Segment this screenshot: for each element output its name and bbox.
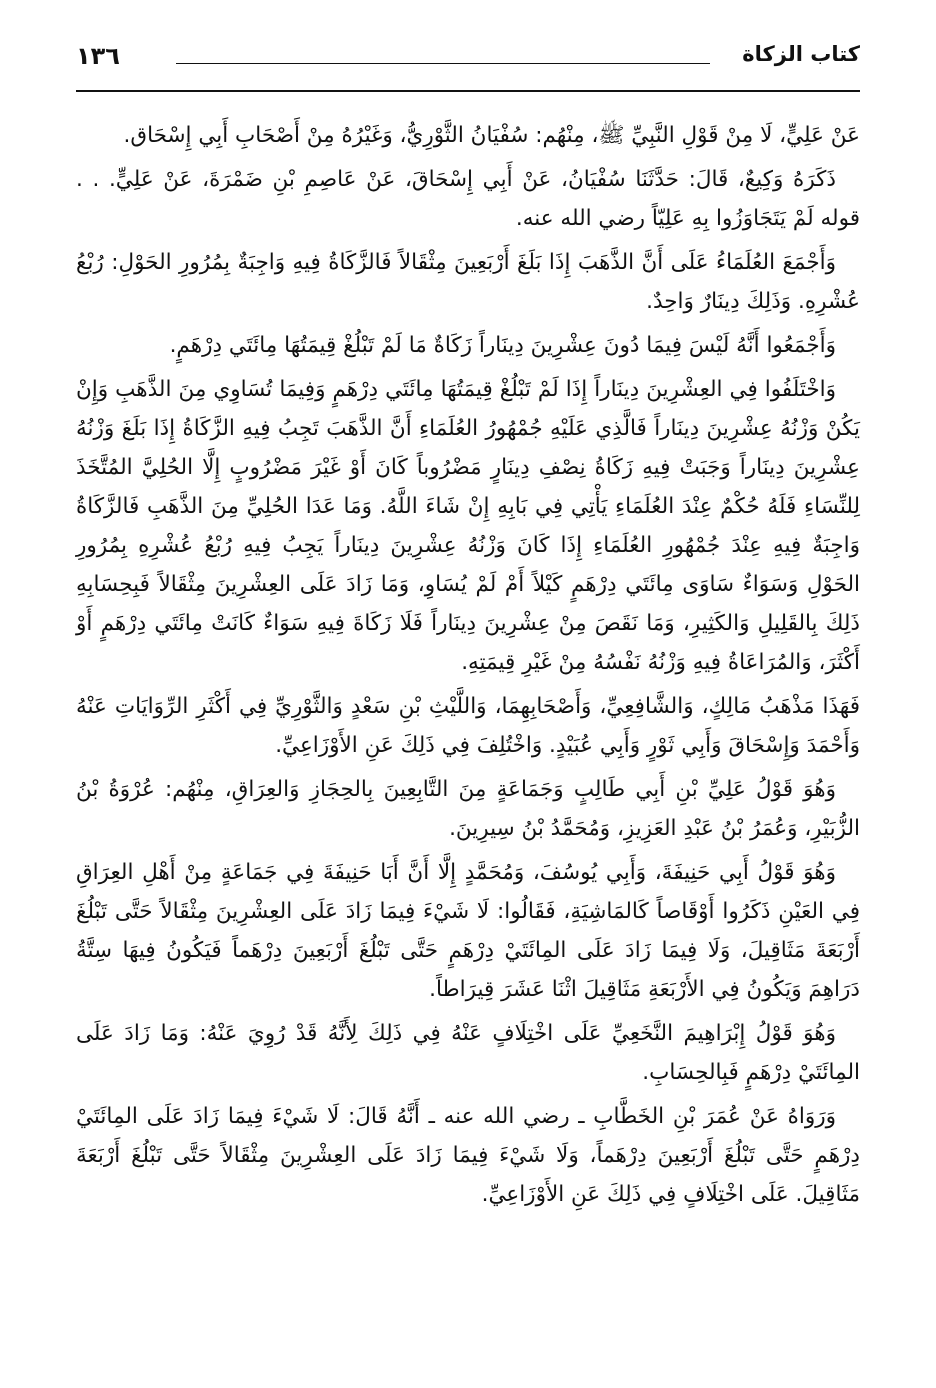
- paragraph: وَأَجْمَعُوا أَنَّهُ لَيْسَ فِيمَا دُونَ عِشْرِينَ دِينَاراً زَكَاةٌ مَا لَمْ تَبْلُغْ قِيمَتُهَا مِائَتَي دِرْهَمٍ.: [169, 333, 836, 358]
- chapter-title: كتاب الزكاة: [742, 42, 860, 66]
- header-rule-thin: [176, 63, 710, 64]
- paragraph: وَرَوَاهُ عَنْ عُمَرَ بْنِ الخَطَّابِ ـ رضي الله عنه ـ أَنَّهُ قَالَ: لَا شَيْءَ فِيمَا زَادَ عَلَى المِائَتَيْ دِرْهَمٍ حَتَّى تَبْلُغَ أَرْبَعِينَ دِرْهَماً، وَلَا شَيْءَ فِيمَا زَادَ عَلَى العِشْرِينَ مِثْقَالاً حَتَّى تَبْلُغَ أَرْبَعَةَ مَثَاقِيلَ. عَلَى اخْتِلَافٍ فِي ذَلِكَ عَنِ الأَوْزَاعِيِّ.: [76, 1104, 860, 1207]
- paragraph: وَهُوَ قَوْلُ عَلِيِّ بْنِ أَبِي طَالِبٍ وَجَمَاعَةٍ مِنَ التَّابِعِينَ بِالحِجَازِ وَالعِرَاقِ، مِنْهُم: عُرْوَةُ بْنُ الزُّبَيْرِ، وَعُمَرُ بْنُ عَبْدِ العَزِيزِ، وَمُحَمَّدُ بْنُ سِيرِينَ.: [76, 777, 860, 841]
- paragraph: فَهَذَا مَذْهَبُ مَالِكٍ، وَالشَّافِعِيِّ، وَأَصْحَابِهِمَا، وَاللَّيْثِ بْنِ سَعْدٍ وَالثَّوْرِيِّ فِي أَكْثَرِ الرِّوَايَاتِ عَنْهُ وَأَحْمَدَ وَإِسْحَاقَ وَأَبِي ثَوْرٍ وَأَبِي عُبَيْدٍ. وَاخْتُلِفَ فِي ذَلِكَ عَنِ الأَوْزَاعِيِّ.: [76, 694, 860, 758]
- paragraph: وَأَجْمَعَ العُلَمَاءُ عَلَى أَنَّ الذَّهَبَ إِذَا بَلَغَ أَرْبَعِينَ مِثْقَالاً فَالزَّكَاةُ فِيهِ وَاجِبَةٌ بِمُرُورِ الحَوْلِ: رُبْعُ عُشْرِهِ. وَذَلِكَ دِينَارٌ وَاحِدٌ.: [76, 250, 860, 314]
- paragraph: عَنْ عَلِيٍّ، لَا مِنْ قَوْلِ النَّبِيِّ ﷺ، مِنْهُم: سُفْيَانُ الثَّوْرِيُّ، وَغَيْرُهُ مِنْ أَصْحَابِ أَبِي إِسْحَاق.: [123, 123, 860, 148]
- paragraph: ذَكَرَهُ وَكِيعٌ، قَالَ: حَدَّثَنَا سُفْيَانُ، عَنْ أَبِي إِسْحَاقَ، عَنْ عَاصِمِ بْنِ ضَمْرَةَ، عَنْ عَلِيٍّ. . . قوله لَمْ يَتَجَاوَزُوا بِهِ عَلِيّاً رضي الله عنه.: [76, 167, 860, 231]
- paragraph: وَاخْتَلَفُوا فِي العِشْرِينَ دِينَاراً إِذَا لَمْ تَبْلُغْ قِيمَتُهَا مِائَتَي دِرْهَمٍ وَفِيمَا تُسَاوِي مِنَ الذَّهَبِ وَإِنْ يَكُنْ وَزْنُهُ عِشْرِينَ دِينَاراً فَالَّذِي عَلَيْهِ جُمْهُورُ العُلَمَاءِ أَنَّ الذَّهَبَ تَجِبُ فِيهِ الزَّكَاةُ إِذَا بَلَغَ وَزْنُهُ عِشْرِينَ دِينَاراً وَجَبَتْ فِيهِ زَكَاةُ نِصْفِ دِينَارٍ مَضْرُوباً كَانَ أَوْ غَيْرَ مَضْرُوبٍ إِلَّا الحُلِيَّ المُتَّخَذَ لِلنِّسَاءِ فَلَهُ حُكْمٌ عِنْدَ العُلَمَاءِ يَأْتِي فِي بَابِهِ إِنْ شَاءَ اللَّهُ. وَمَا عَدَا الحُلِيِّ مِنَ الذَّهَبِ فَالزَّكَاةُ وَاجِبَةٌ فِيهِ عِنْدَ جُمْهُورِ العُلَمَاءِ إِذَا كَانَ وَزْنُهُ عِشْرِينَ دِينَاراً يَجِبُ فِيهِ رُبْعُ عُشْرِهِ بِمُرُورِ الحَوْلِ وَسَوَاءٌ سَاوَى مِائَتَي دِرْهَمٍ كَيْلاً أَمْ لَمْ يُسَاوِ، وَمَا زَادَ عَلَى العِشْرِينَ مِثْقَالاً فَبِحِسَابِهِ ذَلِكَ بِالقَلِيلِ وَالكَثِيرِ، وَمَا نَقَصَ مِنْ عِشْرِينَ دِينَاراً فَلَا زَكَاةَ فِيهِ سَوَاءٌ كَانَتْ مِائَتَي دِرْهَمٍ أَوْ أَكْثَرَ، وَالمُرَاعَاةُ فِيهِ وَزْنُهُ نَفْسُهُ مِنْ غَيْرِ قِيمَتِهِ.: [76, 377, 860, 675]
- paragraph: وَهُوَ قَوْلُ أَبِي حَنِيفَةَ، وَأَبِي يُوسُفَ، وَمُحَمَّدٍ إِلَّا أَنَّ أَبَا حَنِيفَةَ فِي جَمَاعَةٍ مِنْ أَهْلِ العِرَاقِ فِي العَيْنِ ذَكَرُوا أَوْقَاصاً كَالمَاشِيَةِ، فَقَالُوا: لَا شَيْءَ فِيمَا زَادَ عَلَى العِشْرِينَ مِثْقَالاً حَتَّى تَبْلُغَ أَرْبَعَةَ مَثَاقِيلَ، وَلَا فِيمَا زَادَ عَلَى المِائَتَيْ دِرْهَمٍ حَتَّى تَبْلُغَ أَرْبَعِينَ دِرْهَماً فَيَكُونُ فِيهَا سِتَّةُ دَرَاهِمَ وَيَكُونُ فِي الأَرْبَعَةِ مَثَاقِيلَ اثْنَا عَشَرَ قِيرَاطاً.: [76, 860, 860, 1002]
- page-number: ١٣٦: [76, 42, 120, 70]
- body-text: [76, 116, 860, 1368]
- running-header: [76, 40, 860, 96]
- header-rule: [76, 90, 860, 92]
- paragraph: وَهُوَ قَوْلُ إِبْرَاهِيمَ النَّخَعِيِّ عَلَى اخْتِلَافٍ عَنْهُ فِي ذَلِكَ لِأَنَّهُ قَدْ رُوِيَ عَنْهُ: وَمَا زَادَ عَلَى المِائَتَيْ دِرْهَمٍ فَبِالحِسَابِ.: [76, 1021, 860, 1085]
